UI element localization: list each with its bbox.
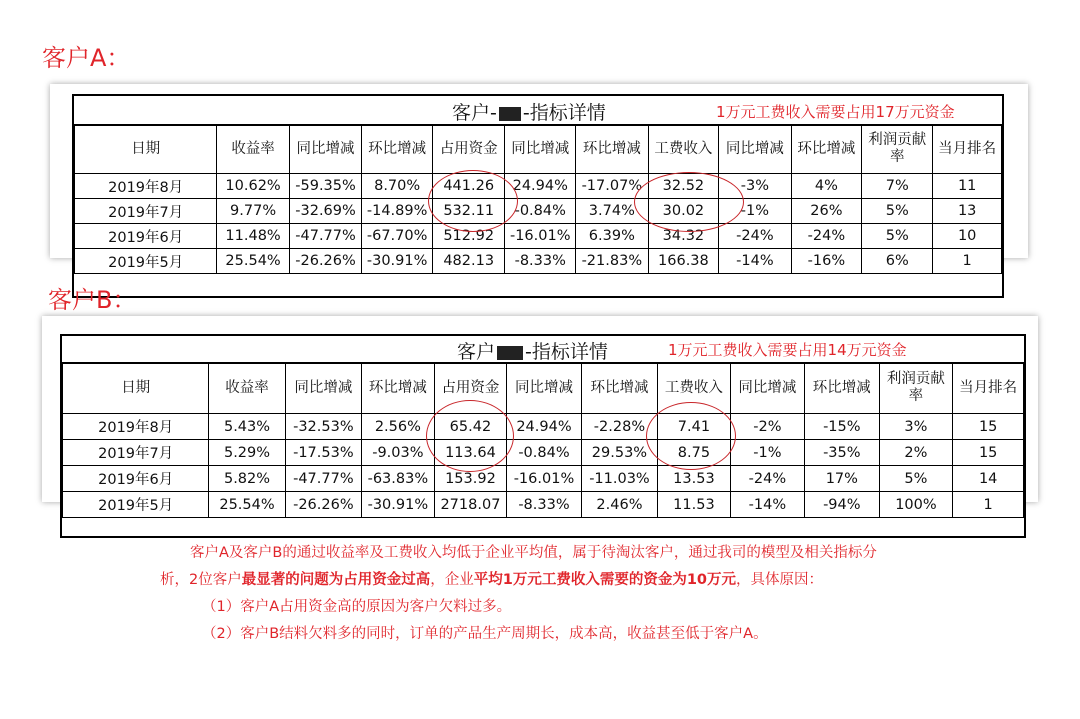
table-cell: 26% xyxy=(791,199,862,224)
client-b-title: 客户 -指标详情 xyxy=(457,341,608,363)
table-cell: 24.94% xyxy=(507,414,582,440)
column-header: 同比增减 xyxy=(730,363,804,414)
table-cell: -26.26% xyxy=(289,249,362,274)
client-b-sheet xyxy=(60,334,1026,538)
client-a-income-circle xyxy=(634,172,744,232)
table-cell: 17% xyxy=(805,466,879,492)
table-cell: 25.54% xyxy=(209,492,285,518)
table-cell: 34.32 xyxy=(648,224,719,249)
column-header: 日期 xyxy=(63,363,209,414)
table-cell: -47.77% xyxy=(285,466,361,492)
reason-item-2: （2）客户B结料欠料多的同时，订单的产品生产周期长，成本高，收益甚至低于客户A。 xyxy=(202,626,768,642)
table-cell: -16.01% xyxy=(507,466,582,492)
table-cell: 2019年5月 xyxy=(63,492,209,518)
table-row xyxy=(63,492,1024,518)
table-cell: 2718.07 xyxy=(434,492,507,518)
table-cell: -2% xyxy=(730,414,804,440)
table-cell: 1 xyxy=(933,249,1002,274)
column-header: 同比增减 xyxy=(505,125,576,174)
table-cell: 482.13 xyxy=(432,249,504,274)
table-row xyxy=(75,199,1002,224)
table-cell: 10 xyxy=(933,224,1002,249)
table-cell: 13 xyxy=(933,199,1002,224)
table-cell: -63.83% xyxy=(362,466,435,492)
table-row xyxy=(75,174,1002,199)
analysis-paragraph: 客户A及客户B的通过收益率及工费收入均低于企业平均值，属于待淘汰客户，通过我司的模型及相关指标分析，2位客户最显著的问题为占用资金过高，企业平均1万元工费收入需要的资金为10万元，具体原因： xyxy=(160,545,877,588)
table-cell: 166.38 xyxy=(648,249,719,274)
table-cell: 24.94% xyxy=(505,174,576,199)
table-cell: -21.83% xyxy=(576,249,649,274)
reason-item-1: （1）客户A占用资金高的原因为客户欠料过多。 xyxy=(202,599,512,615)
client-b-capital-circle xyxy=(426,400,514,472)
table-cell: 10.62% xyxy=(217,174,289,199)
table-cell: 1 xyxy=(953,492,1024,518)
table-cell: -8.33% xyxy=(507,492,582,518)
table-cell: -3% xyxy=(719,174,791,199)
table-cell: -30.91% xyxy=(362,492,435,518)
client-a-capital-circle xyxy=(428,170,518,232)
table-cell: 7.41 xyxy=(658,414,731,440)
client-b-income-circle xyxy=(646,402,736,470)
table-cell: -17.53% xyxy=(285,440,361,466)
table-cell: 5% xyxy=(862,224,933,249)
redacted-name xyxy=(499,107,521,121)
client-a-table xyxy=(74,124,1002,274)
table-cell: -35% xyxy=(805,440,879,466)
table-cell: 29.53% xyxy=(581,440,657,466)
table-cell: -0.84% xyxy=(507,440,582,466)
table-cell: 13.53 xyxy=(658,466,731,492)
table-cell: -26.26% xyxy=(285,492,361,518)
analysis-description xyxy=(160,540,900,648)
table-cell: 5% xyxy=(879,466,953,492)
column-header: 日期 xyxy=(75,125,217,174)
table-cell: 6% xyxy=(862,249,933,274)
column-header: 当月排名 xyxy=(933,125,1002,174)
table-cell: 7% xyxy=(862,174,933,199)
table-cell: 65.42 xyxy=(434,414,507,440)
table-cell: -15% xyxy=(805,414,879,440)
client-b-title-row xyxy=(62,336,1024,364)
table-cell: -14% xyxy=(730,492,804,518)
table-row xyxy=(63,440,1024,466)
table-cell: -16.01% xyxy=(505,224,576,249)
table-cell: 8.70% xyxy=(362,174,433,199)
benchmark-highlight: 平均1万元工费收入需要的资金为10万元 xyxy=(473,572,737,588)
table-cell: 5% xyxy=(862,199,933,224)
column-header: 工费收入 xyxy=(648,125,719,174)
table-cell: -67.70% xyxy=(362,224,433,249)
table-cell: -24% xyxy=(719,224,791,249)
table-cell: 32.52 xyxy=(648,174,719,199)
table-cell: 2019年6月 xyxy=(63,466,209,492)
table-cell: 11.53 xyxy=(658,492,731,518)
column-header: 环比增减 xyxy=(805,363,879,414)
column-header: 环比增减 xyxy=(576,125,649,174)
table-cell: 6.39% xyxy=(576,224,649,249)
table-cell: 113.64 xyxy=(434,440,507,466)
column-header: 工费收入 xyxy=(658,363,731,414)
column-header: 环比增减 xyxy=(581,363,657,414)
table-cell: 3.74% xyxy=(576,199,649,224)
column-header: 占用资金 xyxy=(432,125,504,174)
client-a-title: 客户- -指标详情 xyxy=(452,102,606,124)
table-cell: -2.28% xyxy=(581,414,657,440)
table-cell: -30.91% xyxy=(362,249,433,274)
table-cell: -14% xyxy=(719,249,791,274)
column-header: 环比增减 xyxy=(362,363,435,414)
table-cell: 3% xyxy=(879,414,953,440)
table-cell: -0.84% xyxy=(505,199,576,224)
redacted-name xyxy=(497,346,523,360)
table-cell: -47.77% xyxy=(289,224,362,249)
table-cell: -32.53% xyxy=(285,414,361,440)
table-cell: 4% xyxy=(791,174,862,199)
column-header: 同比增减 xyxy=(719,125,791,174)
table-cell: 2019年7月 xyxy=(63,440,209,466)
table-cell: 2% xyxy=(879,440,953,466)
table-cell: 5.43% xyxy=(209,414,285,440)
table-cell: 100% xyxy=(879,492,953,518)
table-cell: 15 xyxy=(953,414,1024,440)
column-header: 占用资金 xyxy=(434,363,507,414)
table-cell: -94% xyxy=(805,492,879,518)
table-row xyxy=(75,224,1002,249)
table-cell: -9.03% xyxy=(362,440,435,466)
table-cell: 11.48% xyxy=(217,224,289,249)
column-header: 收益率 xyxy=(217,125,289,174)
table-cell: 2019年7月 xyxy=(75,199,217,224)
table-cell: 2.46% xyxy=(581,492,657,518)
table-cell: 2019年8月 xyxy=(63,414,209,440)
client-a-label: 客户A： xyxy=(42,44,131,72)
client-b-table xyxy=(62,362,1024,518)
column-header: 环比增减 xyxy=(362,125,433,174)
table-cell: 2019年8月 xyxy=(75,174,217,199)
table-cell: 532.11 xyxy=(432,199,504,224)
header-row xyxy=(75,125,1002,174)
table-cell: 15 xyxy=(953,440,1024,466)
table-cell: -24% xyxy=(730,466,804,492)
table-cell: -24% xyxy=(791,224,862,249)
client-b-note: 1万元工费收入需要占用14万元资金 xyxy=(668,341,907,359)
key-problem-highlight: 最显著的问题为占用资金过高 xyxy=(241,572,431,588)
table-cell: -11.03% xyxy=(581,466,657,492)
column-header: 同比增减 xyxy=(285,363,361,414)
client-b-table-card xyxy=(42,316,1038,514)
column-header: 同比增减 xyxy=(289,125,362,174)
table-cell: 2019年6月 xyxy=(75,224,217,249)
table-cell: 9.77% xyxy=(217,199,289,224)
client-a-sheet xyxy=(72,94,1004,298)
table-cell: 5.82% xyxy=(209,466,285,492)
table-cell: 2019年5月 xyxy=(75,249,217,274)
table-cell: 512.92 xyxy=(432,224,504,249)
header-row xyxy=(63,363,1024,414)
table-cell: -8.33% xyxy=(505,249,576,274)
table-cell: -16% xyxy=(791,249,862,274)
column-header: 当月排名 xyxy=(953,363,1024,414)
table-cell: 153.92 xyxy=(434,466,507,492)
table-row xyxy=(63,466,1024,492)
table-cell: -17.07% xyxy=(576,174,649,199)
table-cell: -59.35% xyxy=(289,174,362,199)
table-cell: -14.89% xyxy=(362,199,433,224)
table-cell: 5.29% xyxy=(209,440,285,466)
table-cell: 25.54% xyxy=(217,249,289,274)
column-header: 环比增减 xyxy=(791,125,862,174)
client-a-table-card xyxy=(50,84,1028,271)
table-cell: -1% xyxy=(719,199,791,224)
client-b-label: 客户B： xyxy=(48,286,137,314)
column-header: 利润贡献 率 xyxy=(862,125,933,174)
column-header: 同比增减 xyxy=(507,363,582,414)
table-cell: -1% xyxy=(730,440,804,466)
table-cell: 11 xyxy=(933,174,1002,199)
client-a-note: 1万元工费收入需要占用17万元资金 xyxy=(716,103,955,121)
table-cell: -32.69% xyxy=(289,199,362,224)
table-row xyxy=(63,414,1024,440)
client-a-title-row xyxy=(74,96,1002,126)
table-cell: 14 xyxy=(953,466,1024,492)
column-header: 利润贡献 率 xyxy=(879,363,953,414)
table-cell: 30.02 xyxy=(648,199,719,224)
table-cell: 2.56% xyxy=(362,414,435,440)
column-header: 收益率 xyxy=(209,363,285,414)
table-cell: 8.75 xyxy=(658,440,731,466)
table-cell: 441.26 xyxy=(432,174,504,199)
table-row xyxy=(75,249,1002,274)
